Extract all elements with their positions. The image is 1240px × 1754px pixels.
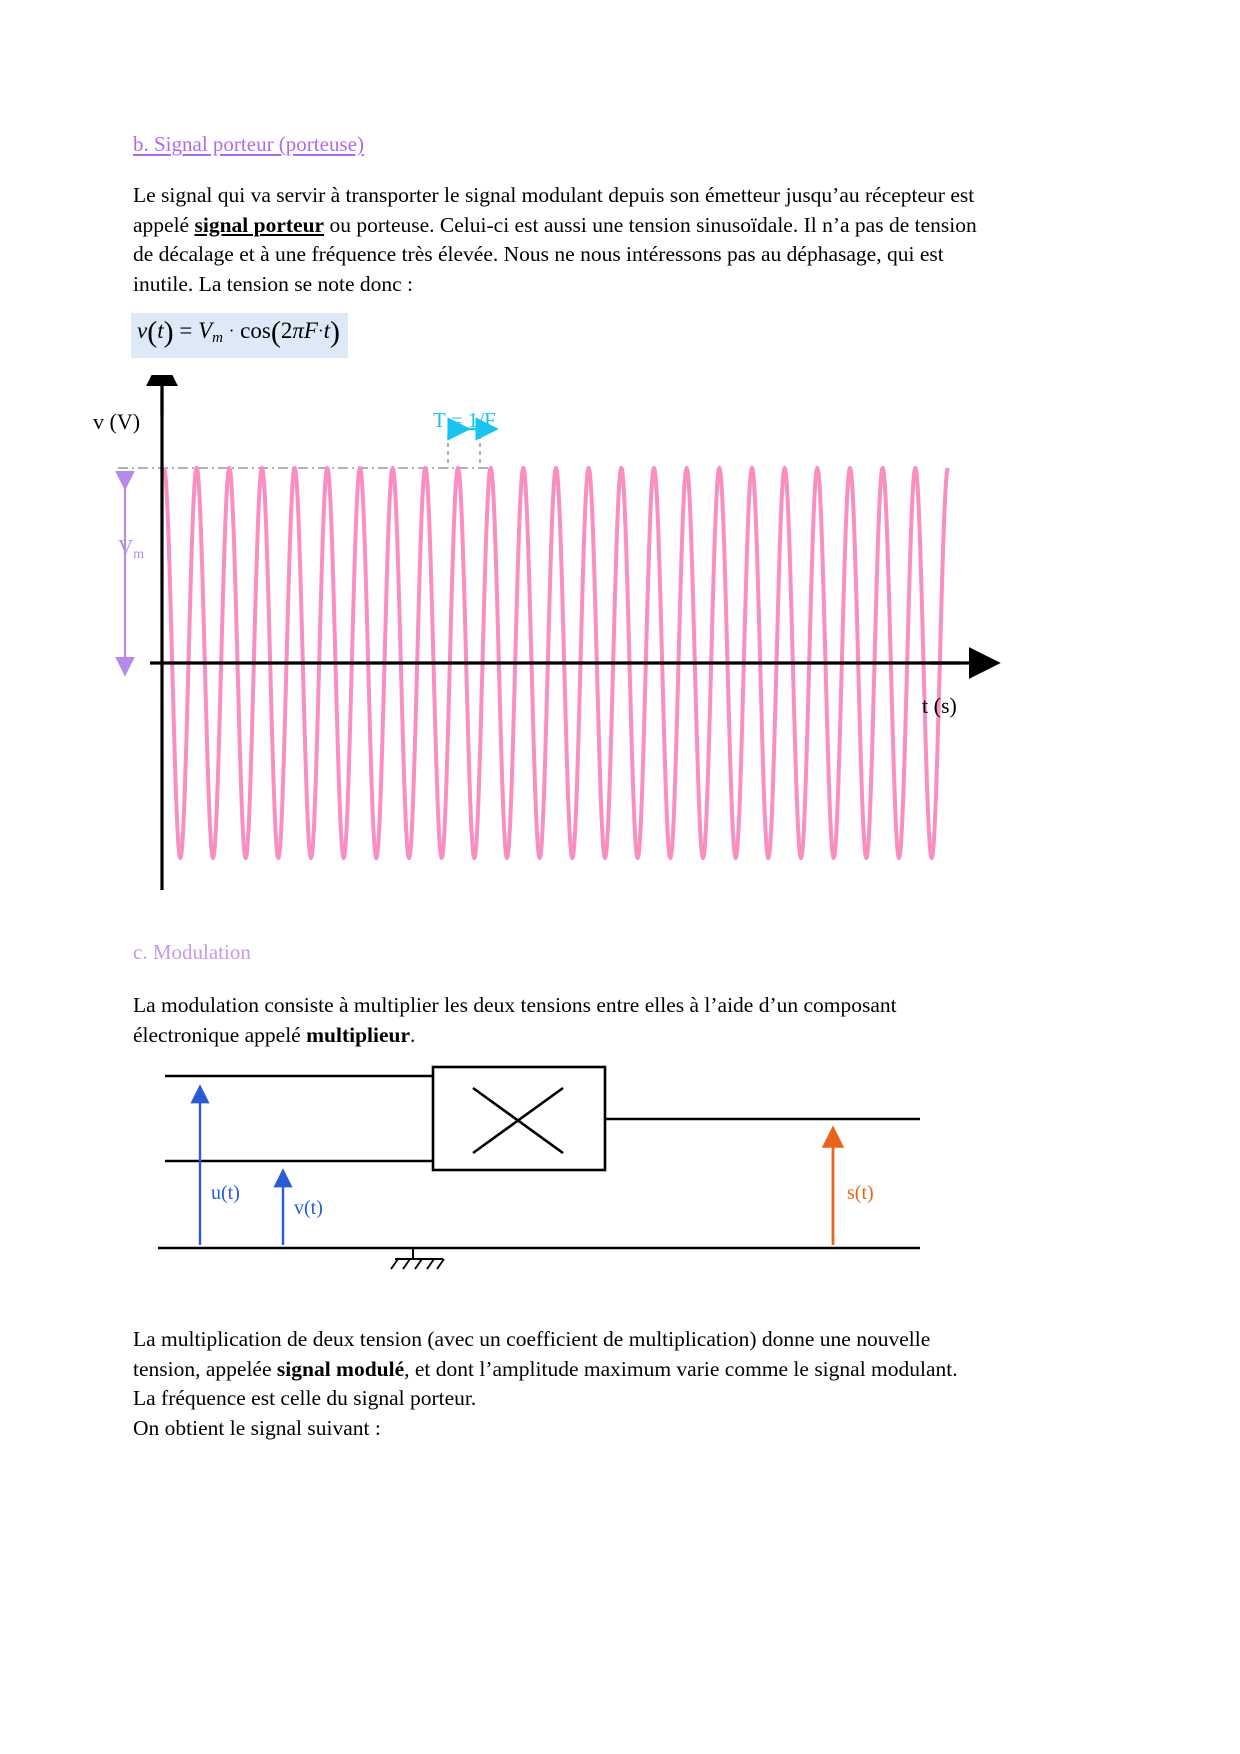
output-label-s: s(t) [847,1182,874,1204]
formula-amplitude-subscript: m [212,330,223,347]
formula-carrier-voltage [131,313,348,358]
formula-two: 2 [280,318,293,344]
closing-part-2: , et dont l’amplitude maximum varie comme le signal modulant. La fréquence est celle du signal porteur. [133,1356,958,1410]
closing-part-3: On obtient le signal suivant : [133,1415,381,1440]
formula-pi: π [292,318,304,344]
paragraph-signal-porteur [133,181,981,299]
paragraph-modulation [133,991,968,1050]
input-label-v: v(t) [294,1197,323,1219]
period-label: T = 1/F [433,408,496,432]
emphasis-signal-porteur: signal porteur [194,212,325,237]
ground-hatch-5 [437,1259,444,1269]
formula-frequency: F [303,318,318,344]
formula-paren-close: ) [163,315,174,349]
chart-svg [80,375,1010,925]
y-axis-label: v (V) [93,409,141,434]
paragraph-part-1: Le signal qui va servir à transporter le signal modulant depuis son émetteur jusqu’au récepteur est appelé [133,183,975,237]
x-axis-label: t (s) [922,693,957,718]
heading-modulation: c. Modulation [133,940,251,964]
emphasis-multiplieur: multiplieur [306,1022,411,1047]
multiplier-circuit-diagram [130,1055,960,1305]
carrier-signal-chart [80,375,1010,925]
formula-amplitude: V [198,318,213,344]
formula-dot-2: · [317,321,324,340]
ground-hatch-3 [415,1259,422,1269]
heading-signal-porteur: b. Signal porteur (porteuse) [133,132,364,156]
formula-cos: cos [240,318,271,344]
formula-paren2-open: ( [270,315,281,349]
circuit-svg [130,1055,960,1305]
modulation-part-2: . [410,1022,416,1047]
ground-hatch-4 [427,1259,434,1269]
amplitude-label [118,535,144,563]
paragraph-part-2: ou porteuse. Celui-ci est aussi une tension sinusoïdale. Il n’a pas de tension de décalage et à une fréquence très élevée. Nous ne nous intéressons pas au déphasage, qui est inutile. La tension se note donc : [133,212,977,296]
formula-lhs-arg: t [157,318,164,344]
modulation-part-1: La modulation consiste à multiplier les deux tensions entre elles à l’aide d’un composant électronique appelé [133,993,897,1047]
emphasis-signal-module: signal modulé [276,1356,405,1381]
paragraph-closing [133,1325,981,1443]
ground-hatch-1 [391,1259,398,1269]
formula-dot-1: · [228,321,235,340]
input-label-u: u(t) [211,1182,240,1204]
amplitude-label-text: Vm [118,535,145,562]
formula-paren-open: ( [147,315,158,349]
formula-paren2-close: ) [330,315,340,349]
closing-part-1: La multiplication de deux tension (avec un coefficient de multiplication) donne une nouvelle tension, appelée [133,1327,931,1381]
formula-equals: = [179,318,193,344]
formula-time: t [323,318,330,344]
formula-lhs-fn: v [137,318,148,344]
ground-hatch-2 [403,1259,410,1269]
